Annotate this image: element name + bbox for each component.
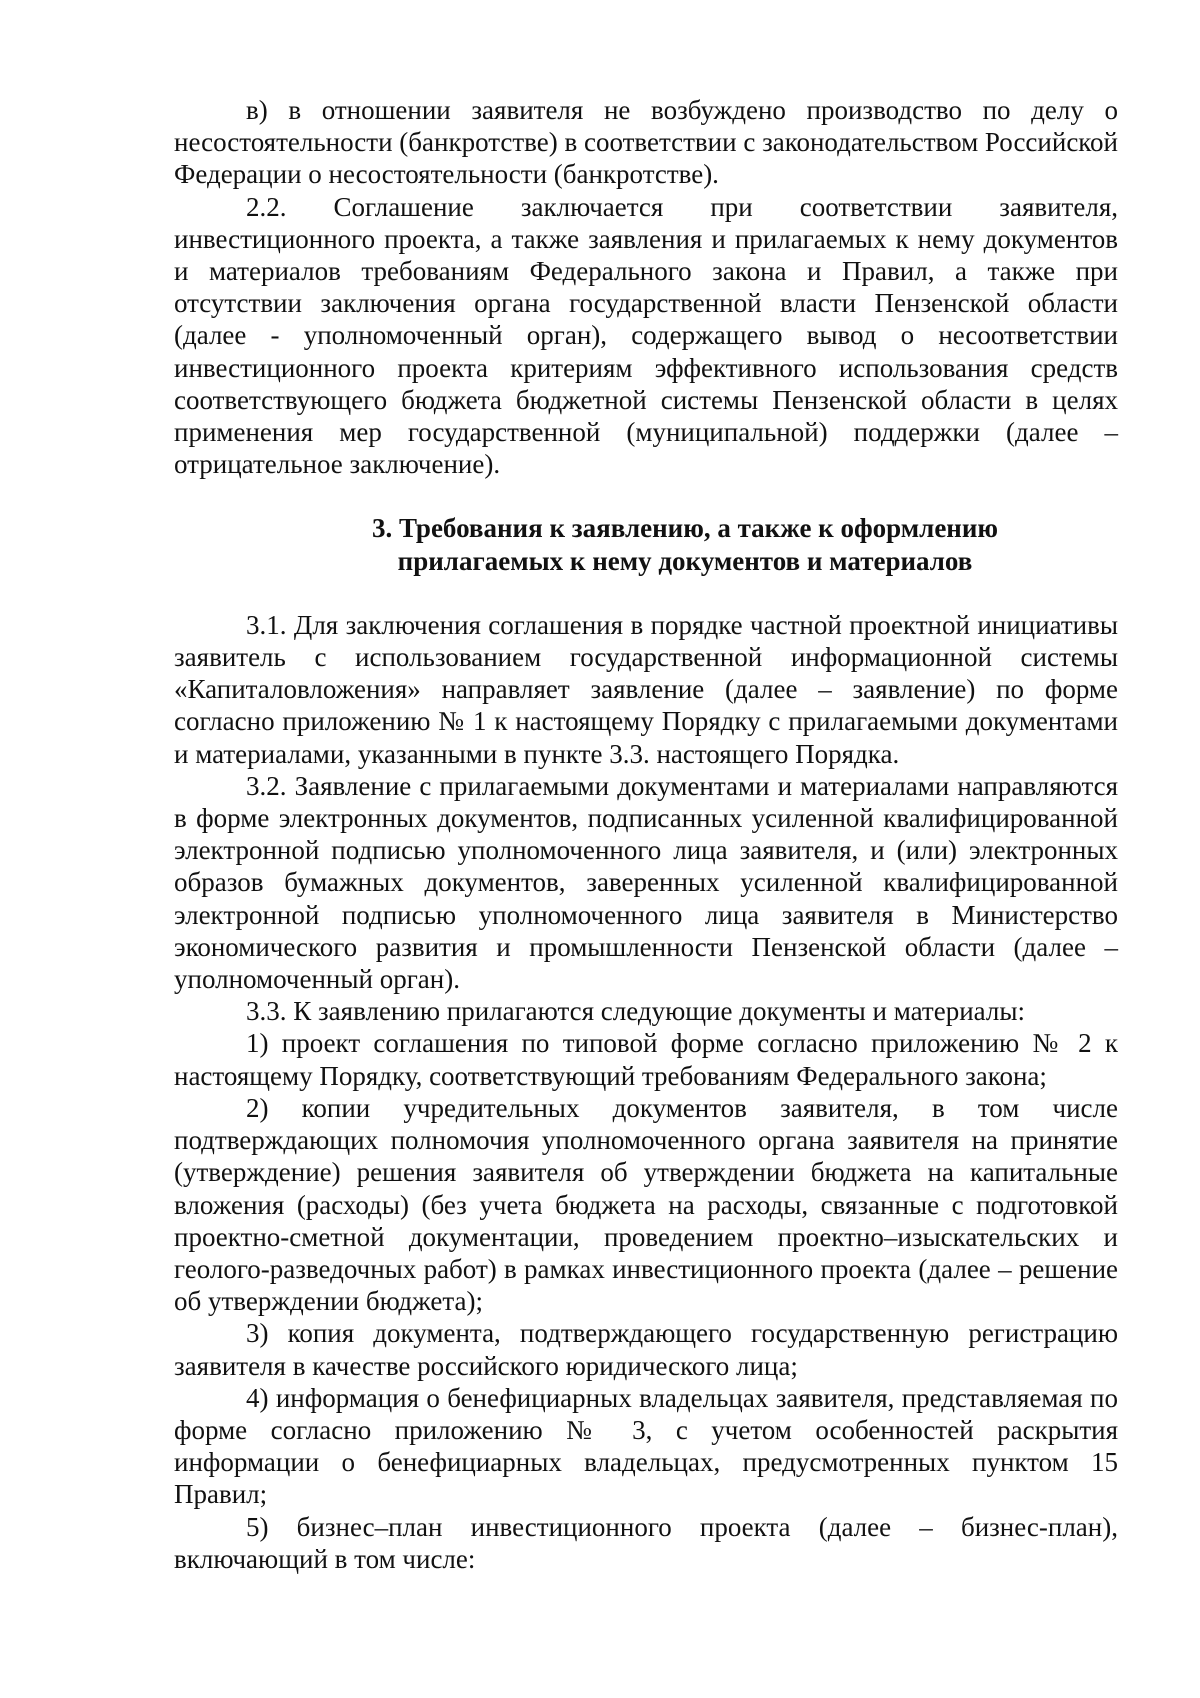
list-item-1: 1) проект соглашения по типовой форме согласно приложению № 2 к настоящему Порядку, соответствующий требованиям Федерального закона; (174, 1028, 1118, 1091)
list-item-3: 3) копия документа, подтверждающего государственную регистрацию заявителя в качестве российского юридического лица; (174, 1318, 1118, 1381)
section-heading-line-1: 3. Требования к заявлению, а также к оформлению (371, 513, 999, 544)
paragraph-3-3: 3.3. К заявлению прилагаются следующие документы и материалы: (246, 996, 1026, 1027)
paragraph-3-2: 3.2. Заявление с прилагаемыми документами и материалами направляются в форме электронных документов, подписанных усиленной квалифицированной электронной подписью уполномоченного лица заявителя, и (или) электронных образов бумажных документов, заверенных усиленной квалифицированной электронной подписью уполномоченного лица заявителя в Министерство экономического развития и промышленности Пензенской области (далее – уполномоченный орган). (174, 770, 1118, 995)
section-3-heading (174, 512, 1118, 576)
paragraph-3-1: 3.1. Для заключения соглашения в порядке частной проектной инициативы заявитель с использованием государственной информационной системы «Капиталовложения» направляет заявление (далее – заявление) по форме согласно приложению № 1 к настоящему Порядку с прилагаемыми документами и материалами, указанными в пункте 3.3. настоящего Порядка. (174, 609, 1118, 769)
paragraph-2-2: 2.2. Соглашение заключается при соответствии заявителя, инвестиционного проекта, а также заявления и прилагаемых к нему документов и материалов требованиям Федерального закона и Правил, а также при отсутствии заключения органа государственной власти Пензенской области (далее - уполномоченный орган), содержащего вывод о несоответствии инвестиционного проекта критериям эффективного использования средств соответствующего бюджета бюджетной системы Пензенской области в целях применения мер государственной (муниципальной) поддержки (далее – отрицательное заключение). (174, 191, 1118, 480)
section-heading-line-2: прилагаемых к нему документов и материалов (397, 545, 973, 576)
document-body (174, 94, 1118, 1575)
paragraph-bankruptcy: в) в отношении заявителя не возбуждено производство по делу о несостоятельности (банкротстве) в соответствии с законодательством Российской Федерации о несостоятельности (банкротстве). (174, 95, 1118, 190)
list-item-2: 2) копии учредительных документов заявителя, в том числе подтверждающих полномочия уполномоченного органа заявителя на принятие (утверждение) решения заявителя об утверждении бюджета на капитальные вложения (расходы) (без учета бюджета на расходы, связанные с подготовкой проектно-сметной документации, проведением проектно–изыскательских и геолого-разведочных работ) в рамках инвестиционного проекта (далее – решение об утверждении бюджета); (174, 1092, 1118, 1317)
list-item-4: 4) информация о бенефициарных владельцах заявителя, представляемая по форме согласно приложению № 3, с учетом особенностей раскрытия информации о бенефициарных владельцах, предусмотренных пунктом 15 Правил; (174, 1382, 1118, 1510)
list-item-5: 5) бизнес–план инвестиционного проекта (далее – бизнес-план), включающий в том числе: (174, 1511, 1118, 1574)
